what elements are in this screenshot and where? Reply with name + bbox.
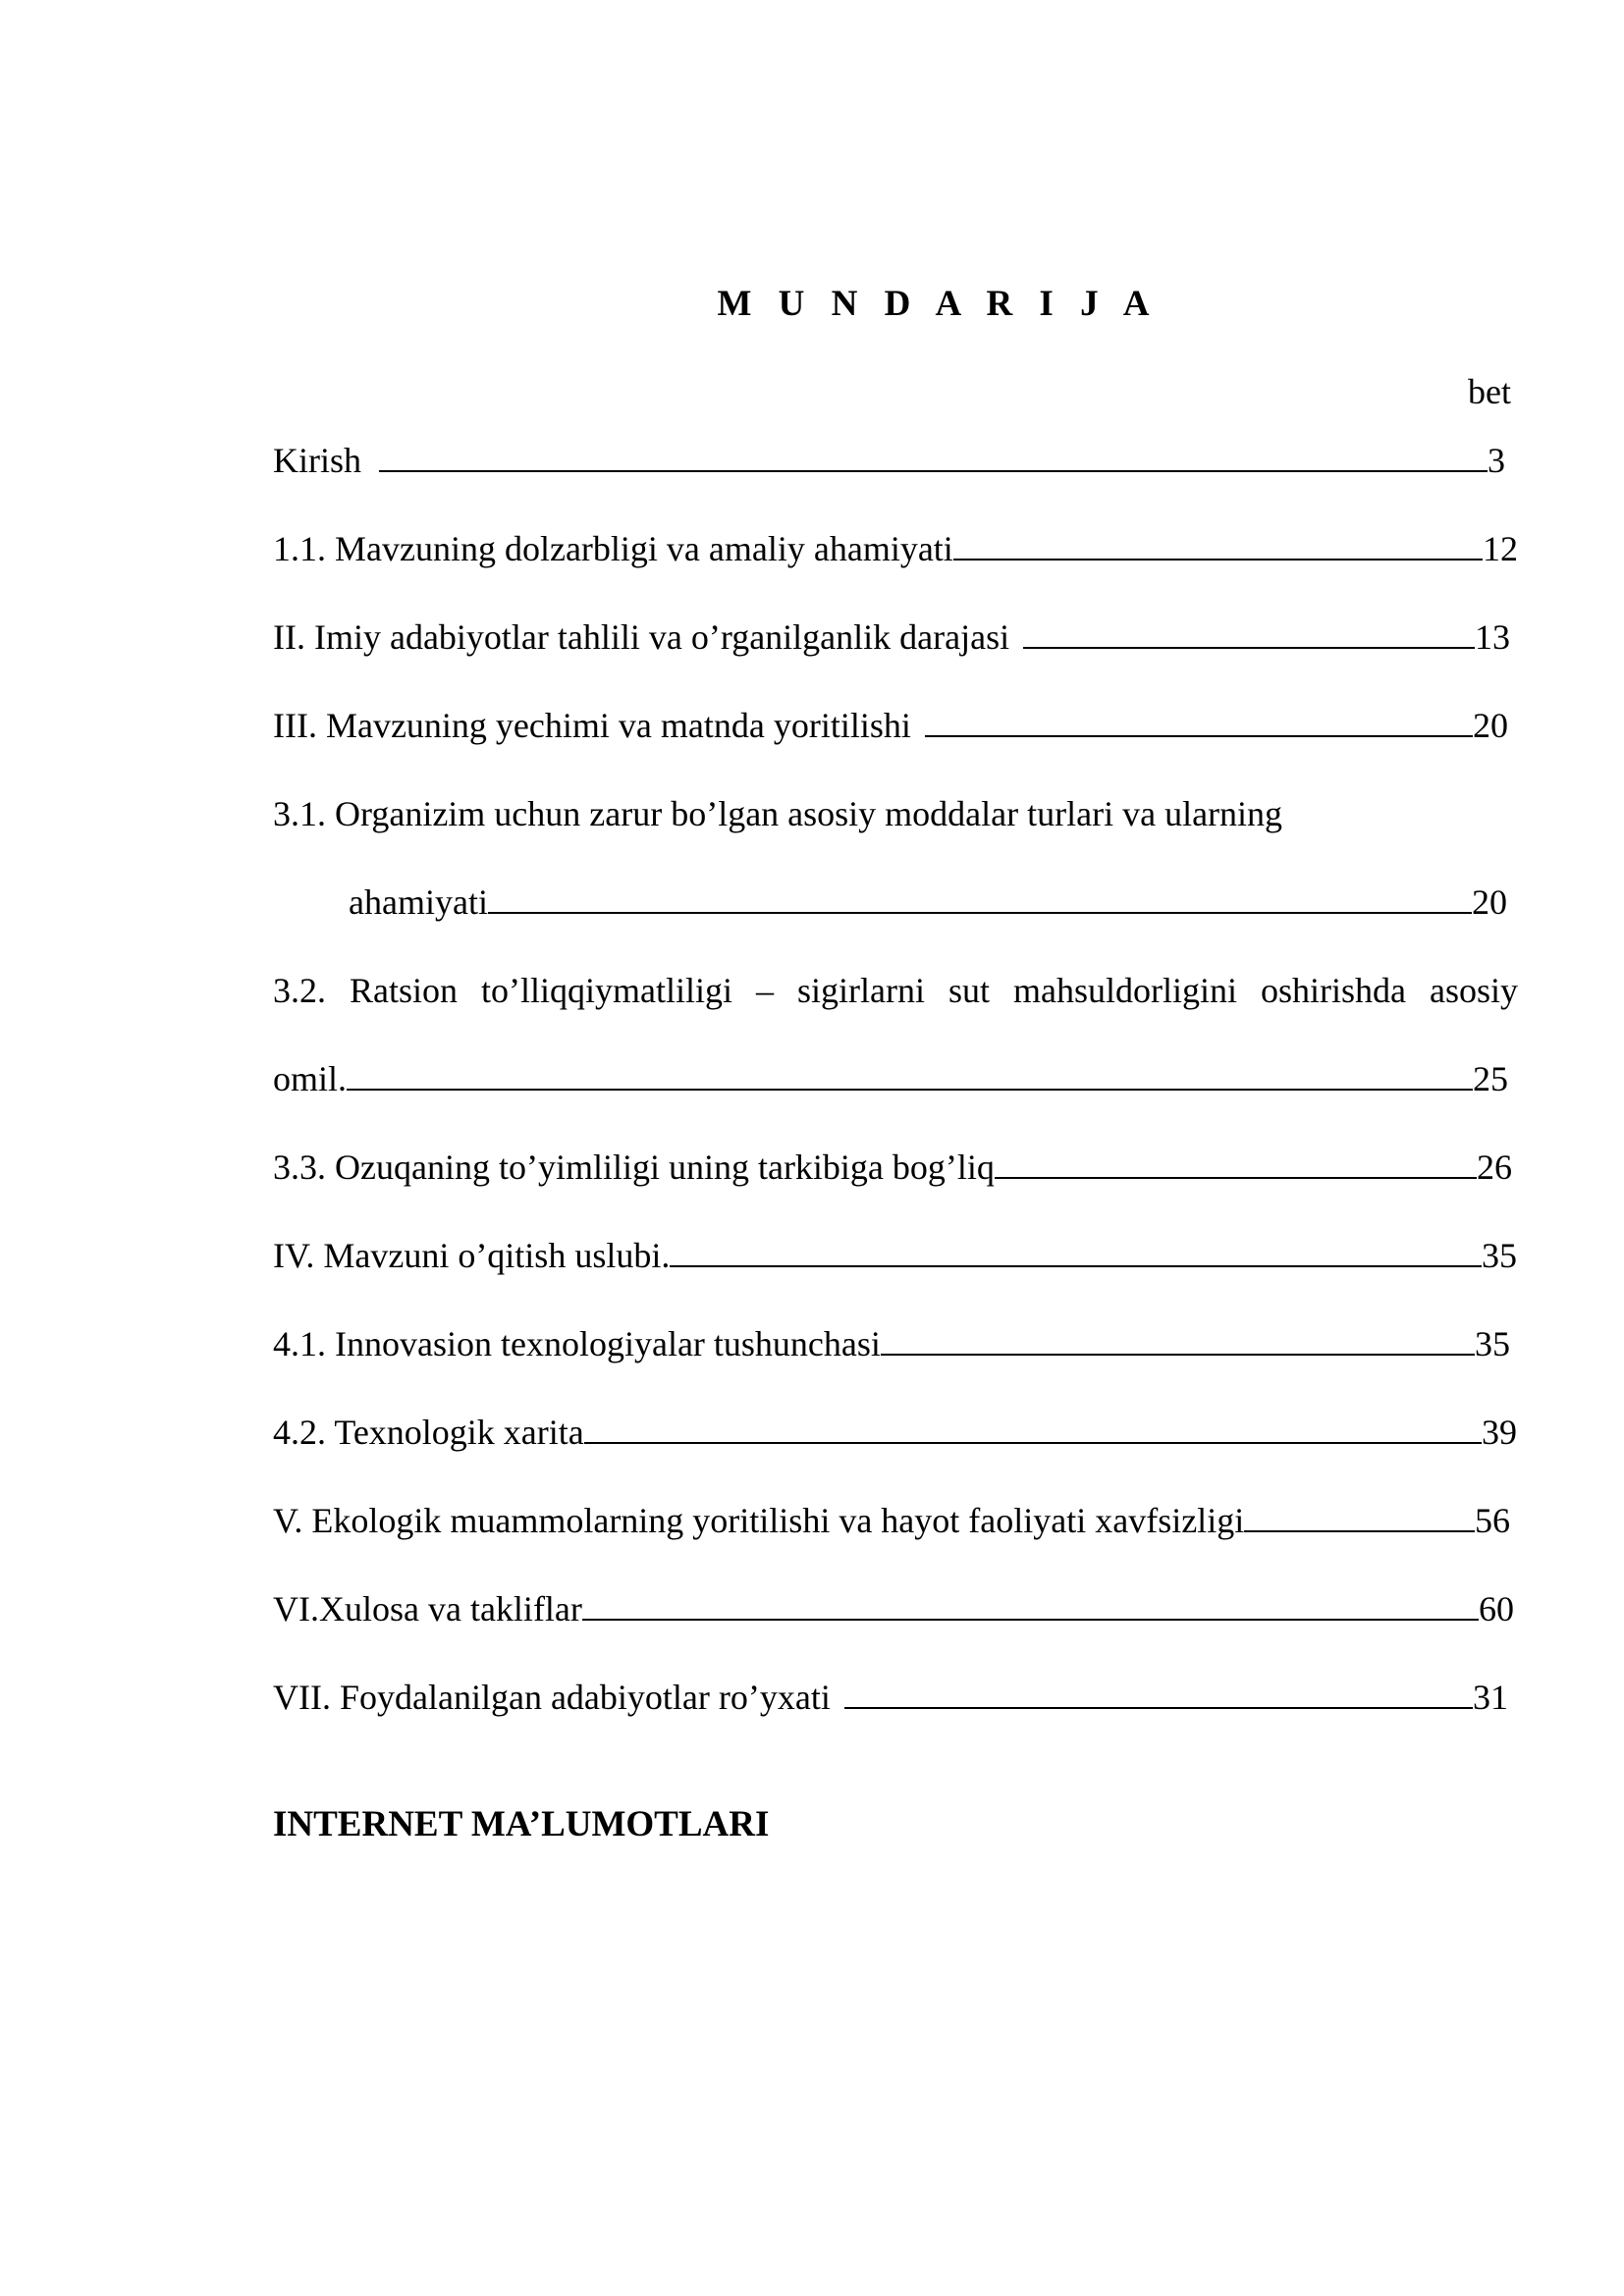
toc-entry-continued[interactable]: 3.1. Organizim uchun zarur bo’lgan asosiy moddalar turlari va ularning	[273, 794, 1283, 833]
toc-entry[interactable]	[273, 1585, 1514, 1632]
toc-entry[interactable]	[273, 1232, 1517, 1279]
toc-entry-continued[interactable]: 3.2. Ratsion to’lliqqiymatliligi – sigirlarni sut mahsuldorligini oshirishda asosiy	[273, 971, 1518, 1010]
toc-entry[interactable]	[273, 614, 1510, 661]
toc-entry[interactable]	[349, 879, 1507, 926]
toc-entry-label: Kirish	[273, 441, 361, 480]
toc-entry[interactable]	[273, 1320, 1510, 1367]
toc-entry[interactable]	[273, 437, 1505, 484]
toc-entry-page: 35	[1482, 1236, 1517, 1275]
toc-entry-label: V. Ekologik muammolarning yoritilishi va hayot faoliyati xavfsizligi	[273, 1501, 1245, 1540]
document-title: M U N D A R I J A	[717, 284, 1159, 324]
internet-sources-heading: INTERNET MA’LUMOTLARI	[273, 1804, 770, 1844]
toc-leader-line	[881, 1354, 1475, 1356]
toc-entry[interactable]	[273, 1144, 1512, 1191]
toc-leader-line	[347, 1089, 1473, 1091]
toc-entry[interactable]	[273, 702, 1508, 749]
page-column-label: bet	[1468, 372, 1511, 411]
toc-entry-page: 13	[1475, 617, 1510, 657]
toc-leader-line	[1244, 1530, 1475, 1532]
toc-entry-page: 20	[1472, 882, 1507, 922]
toc-leader-line	[488, 912, 1472, 914]
toc-entry-label: 4.1. Innovasion texnologiyalar tushunchasi	[273, 1324, 881, 1363]
toc-entry-page: 31	[1473, 1678, 1508, 1717]
toc-leader-line	[995, 1177, 1477, 1179]
toc-leader-line	[953, 559, 1483, 561]
toc-entry-label: ahamiyati	[349, 882, 488, 922]
toc-entry-label: VI.Xulosa va takliflar	[273, 1589, 582, 1629]
toc-entry-label: II. Imiy adabiyotlar tahlili va o’rganilganlik darajasi	[273, 617, 1010, 657]
toc-entry[interactable]	[273, 1674, 1508, 1721]
toc-leader-line	[670, 1265, 1482, 1267]
toc-entry[interactable]	[273, 1409, 1517, 1456]
toc-entry-page: 12	[1483, 529, 1518, 568]
toc-entry-label: 3.3. Ozuqaning to’yimliligi uning tarkibiga bog’liq	[273, 1148, 995, 1187]
toc-entry-page: 3	[1488, 441, 1505, 480]
toc-entry-label: IV. Mavzuni o’qitish uslubi.	[273, 1236, 671, 1275]
toc-entry-page: 26	[1477, 1148, 1512, 1187]
toc-leader-line	[582, 1619, 1479, 1621]
toc-entry-page: 20	[1473, 706, 1508, 745]
toc-leader-line	[925, 735, 1473, 737]
toc-entry-label: III. Mavzuning yechimi va matnda yoritilishi	[273, 706, 911, 745]
toc-leader-line	[1023, 647, 1475, 649]
toc-entry-page: 56	[1475, 1501, 1510, 1540]
toc-entry-label: 1.1. Mavzuning dolzarbligi va amaliy ahamiyati	[273, 529, 953, 568]
toc-leader-line	[379, 470, 1488, 472]
toc-entry-label: 4.2. Texnologik xarita	[273, 1413, 584, 1452]
toc-entry-page: 25	[1473, 1059, 1508, 1098]
toc-entry-page: 60	[1479, 1589, 1514, 1629]
toc-entry[interactable]	[273, 525, 1518, 572]
toc-entry-label: omil.	[273, 1059, 348, 1098]
toc-leader-line	[844, 1707, 1473, 1709]
toc-entry[interactable]	[273, 1055, 1508, 1102]
toc-entry[interactable]	[273, 1497, 1510, 1544]
toc-entry-page: 35	[1475, 1324, 1510, 1363]
toc-entry-label: VII. Foydalanilgan adabiyotlar ro’yxati	[273, 1678, 831, 1717]
toc-entry-page: 39	[1482, 1413, 1517, 1452]
toc-leader-line	[584, 1442, 1482, 1444]
